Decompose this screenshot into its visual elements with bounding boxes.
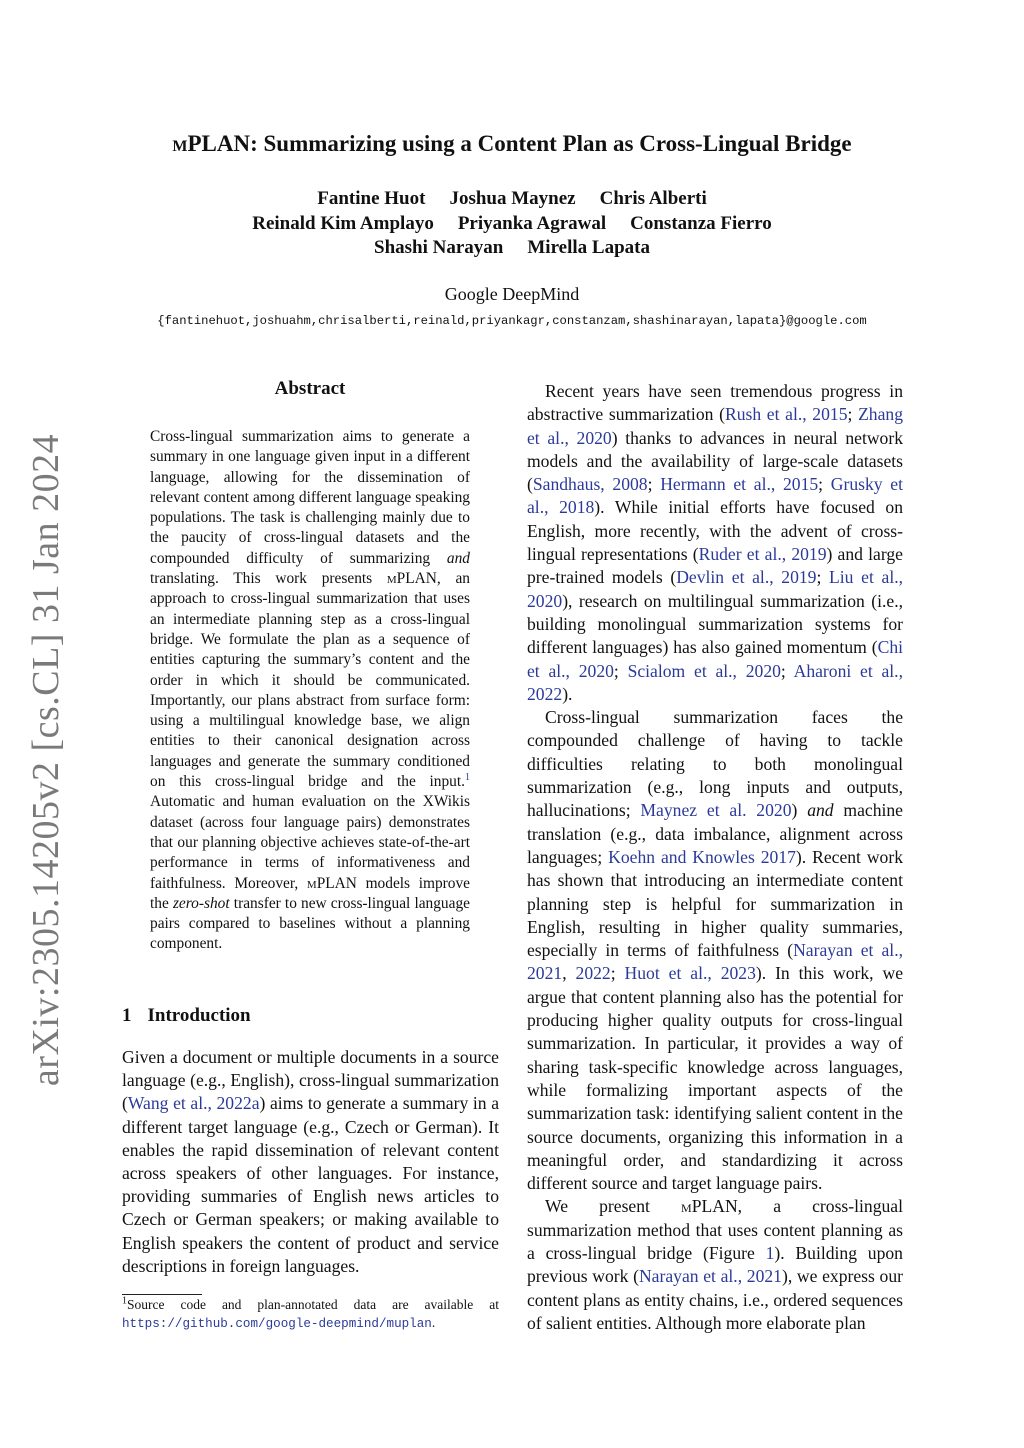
author-name: Chris Alberti — [599, 188, 707, 209]
citation-link[interactable]: Ruder et al., 2019 — [698, 544, 827, 565]
citation-link[interactable]: Huot et al., 2023 — [624, 963, 756, 984]
abstract-segment: Cross-lingual summarization aims to generate a summary in one language given input in a different language, allowing for the dissemination of relevant content among different language speaking populations. The task is challenging mainly due to the paucity of cross-lingual datasets and the compounded difficulty of summarizing — [150, 428, 470, 567]
body-text: ) and large pre-trained models ( — [527, 544, 903, 588]
method-name: µPLAN — [681, 1196, 738, 1217]
citation-link[interactable]: Narayan et al., 2021 — [638, 1266, 782, 1287]
body-text: ; — [816, 567, 830, 588]
abstract-emphasis: and — [446, 549, 470, 567]
author-list — [0, 187, 1024, 261]
abstract-segment: Automatic and human evaluation on the XWikis dataset (across four language pairs) demonstrates that our planning objective achieves state-of-the-art performance in terms of informativeness and faithfulness. Moreover, — [150, 793, 470, 892]
author-name: Joshua Maynez — [449, 188, 576, 209]
author-name: Shashi Narayan — [374, 237, 504, 258]
intro-right-column — [527, 380, 903, 1335]
emphasis: and — [807, 800, 834, 821]
citation-link[interactable]: Narayan et al., 2021 — [527, 940, 903, 984]
method-name: µPLAN — [386, 570, 437, 588]
affiliation: Google DeepMind — [444, 284, 580, 304]
author-name: Priyanka Agrawal — [457, 212, 607, 234]
body-text: ; — [780, 660, 794, 681]
arxiv-identifier: arXiv:2305.14205v2 [cs.CL] 31 Jan 2024 — [25, 433, 67, 1087]
abstract-emphasis: zero-shot — [172, 894, 230, 912]
method-name: µPLAN — [306, 874, 357, 892]
paragraph — [527, 1195, 903, 1335]
footnote — [122, 1296, 499, 1333]
citation-link[interactable]: Grusky et al., 2018 — [527, 474, 903, 518]
paragraph — [527, 380, 903, 706]
abstract-segment: transfer to new cross-lingual language pairs compared to baselines without a planning component. — [150, 894, 470, 953]
citation-link[interactable]: Chi et al., 2020 — [527, 637, 903, 681]
author-name: Reinald Kim Amplayo — [252, 212, 434, 234]
body-text: ), research on multilingual summarization (i.e., building monolingual summarization systems for different languages) has also gained momentum ( — [527, 590, 903, 658]
citation-link[interactable]: Zhang et al., 2020 — [527, 404, 904, 448]
author-row — [0, 212, 1024, 237]
author-row — [0, 187, 1024, 212]
body-text: , — [562, 963, 576, 984]
author-name: Fantine Huot — [317, 188, 426, 209]
citation-link[interactable]: Devlin et al., 2019 — [676, 567, 817, 588]
body-text: ). — [562, 683, 573, 704]
section-number: 1 — [122, 1005, 132, 1026]
body-text: ). Recent work has shown that introducing an intermediate content planning step is helpful for summarization in English, resulting in higher quality summaries, especially in terms of faithfulness ( — [527, 846, 903, 961]
author-row — [0, 236, 1024, 261]
body-text: Given a document or multiple documents in a source language (e.g., English), cross-lingual summarization ( — [122, 1047, 499, 1114]
body-text: ) — [791, 800, 808, 821]
citation-link[interactable]: 2022 — [575, 963, 611, 984]
citation-link[interactable]: Hermann et al., 2015 — [660, 474, 819, 495]
section-heading-introduction — [122, 1005, 251, 1027]
footnote-link[interactable]: 1 — [465, 771, 470, 783]
abstract-heading: Abstract — [274, 378, 346, 399]
body-text: ; — [613, 660, 628, 681]
author-name: Mirella Lapata — [527, 237, 650, 258]
title-rest: : Summarizing using a Content Plan as Cross-Lingual Bridge — [250, 131, 852, 156]
body-text: ). In this work, we argue that content planning also has the potential for producing higher quality outputs for cross-lingual summarization. In particular, it provides a way of sharing task-specific knowledge across languages, while formalizing important aspects of the summarization task: identifying salient content in the source documents, organizing this information in a meaningful order, and standardizing it across different source and target language pairs. — [527, 963, 904, 1194]
footnote-divider — [122, 1294, 202, 1295]
intro-paragraph-left — [122, 1046, 499, 1278]
author-name: Constanza Fierro — [630, 212, 772, 234]
title-method-name: µPLAN — [172, 131, 251, 156]
citation-link[interactable]: Wang et al., 2022a — [127, 1093, 260, 1114]
citation-link[interactable]: Liu et al., 2020 — [527, 567, 904, 611]
body-text: ) thanks to advances in neural network models and the availability of large-scale datasets ( — [527, 427, 903, 495]
body-text: ). While initial efforts have focused on English, more recently, with the advent of cross-lingual representations ( — [527, 497, 903, 565]
abstract-text — [150, 427, 470, 955]
body-text: ; — [847, 404, 859, 425]
footnote-text: Source code and plan-annotated data are available at — [127, 1297, 499, 1312]
citation-link[interactable]: Koehn and Knowles 2017 — [608, 846, 796, 867]
body-text: ). Building upon previous work ( — [527, 1242, 903, 1287]
figure-link[interactable]: 1 — [765, 1242, 775, 1263]
citation-link[interactable]: Scialom et al., 2020 — [627, 660, 781, 681]
body-text: ; — [647, 474, 661, 495]
citation-link[interactable]: Maynez et al. 2020 — [640, 800, 792, 821]
body-text: Recent years have seen tremendous progress in abstractive summarization ( — [527, 381, 903, 425]
body-text: Cross-lingual summarization faces the compounded challenge of having to tackle difficulties relating to both monolingual summarization (e.g., long inputs and outputs, hallucinations; — [527, 707, 903, 821]
body-text: ; — [610, 963, 625, 984]
paragraph — [527, 706, 903, 1195]
citation-link[interactable]: Rush et al., 2015 — [724, 404, 848, 425]
abstract-segment: models improve the — [150, 874, 470, 912]
repository-link[interactable]: https://github.com/google-deepmind/muplan — [122, 1317, 432, 1331]
body-text: , a cross-lingual summarization method that uses content planning as a cross-lingual bridge (Figure — [527, 1196, 903, 1263]
body-text: We present — [545, 1196, 682, 1217]
footnote-text: . — [431, 1315, 436, 1330]
footnote-mark: 1 — [122, 1295, 127, 1307]
abstract-segment: , an approach to cross-lingual summarization that uses an intermediate planning step as a cross-lingual bridge. We formulate the plan as a sequence of entities capturing the summary’s content and the order in which it should be communicated. Importantly, our plans abstract from surface form: using a multilingual knowledge base, we align entities to their canonical designation across languages and generate the summary conditioned on this cross-lingual bridge and the input. — [150, 570, 470, 791]
abstract-segment: translating. This work presents — [150, 570, 387, 588]
author-emails: {fantinehuot,joshuahm,chrisalberti,reinald,priyankagr,constanzam,shashinarayan,lapata}@google.com — [157, 314, 867, 328]
body-text: ; — [818, 474, 831, 495]
citation-link[interactable]: Sandhaus, 2008 — [532, 474, 648, 495]
paper-title — [0, 131, 1024, 157]
section-title: Introduction — [147, 1005, 251, 1026]
body-text: ), we express our content plans as entity chains, i.e., ordered sequences of salient entities. Although more elaborate plan — [527, 1266, 903, 1333]
citation-link[interactable]: Aharoni et al., 2022 — [527, 660, 903, 704]
body-text: ) aims to generate a summary in a different target language (e.g., Czech or German). It enables the rapid dissemination of relevant content across speakers of other languages. For instance, providing summaries of English news articles to Czech or German speakers; or making available to English speakers the content of product and service descriptions in foreign languages. — [122, 1093, 499, 1276]
body-text: machine translation (e.g., data imbalance, alignment across languages; — [527, 800, 903, 867]
